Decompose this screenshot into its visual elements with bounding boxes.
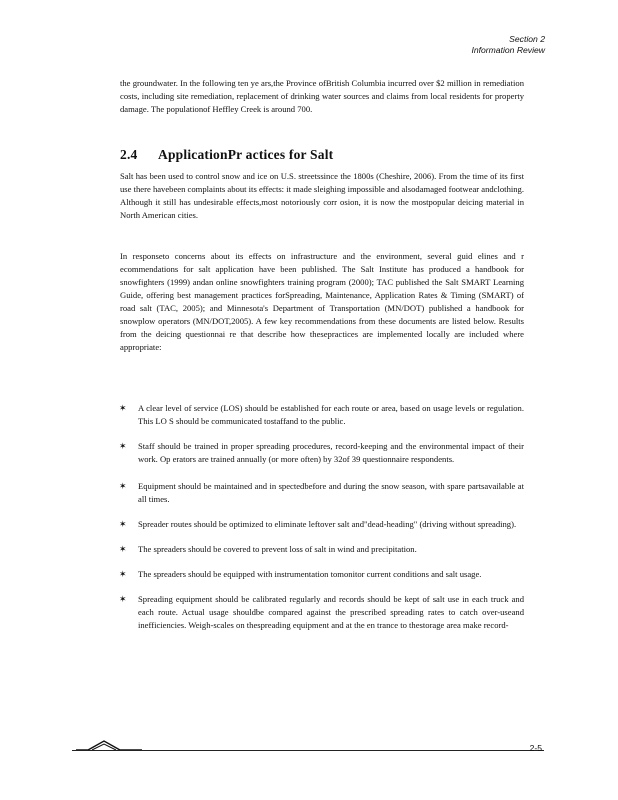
list-item-text: Equipment should be maintained and in spectedbefore and during the snow season, with spare partsavailable at all times.	[138, 481, 524, 504]
list-item	[119, 402, 524, 428]
bullet-icon: ✶	[119, 441, 127, 451]
list-item-text: Staff should be trained in proper spreading procedures, record-keeping and the environmental impact of their work. Op erators are trained annually (or more often) by 32of 39 questionnaire respondents.	[138, 441, 524, 464]
intro-paragraph: the groundwater. In the following ten ye ars,the Province ofBritish Columbia incurred over $2 million in remediation costs, including site remediation, replacement of drinking water sources and claims from local residents for property damage. The populationof Heffley Creek is around 700.	[120, 78, 524, 114]
section-heading	[120, 147, 333, 163]
list-item	[119, 568, 524, 581]
page-number: 2-5	[529, 743, 542, 753]
header-title: Information Review	[471, 45, 545, 55]
list-item	[119, 480, 524, 506]
footer-divider	[72, 750, 544, 751]
bullet-icon: ✶	[119, 519, 127, 529]
list-item-text: A clear level of service (LOS) should be established for each route or area, based on usage levels or regulation. This LO S should be communicated tostaffand to the public.	[138, 403, 524, 426]
list-item-text: The spreaders should be equipped with instrumentation tomonitor current conditions and salt usage.	[138, 569, 482, 579]
paragraph-guidelines: In responseto concerns about its effects on infrastructure and the environment, several guid elines and r ecommendations for salt application have been published. The Salt Institute has produced a handbook for snowfighters (1999) andan online snowfighters training program (2000); TAC published the Salt SMART Learning Guide, offering best management practices forSpreading, Maintenance, Application Rates & Timing (SMART) of road salt (TAC, 2005); and Minnesota's Department of Transportation (MN/DOT) published a handbook for snowplow operators (MN/DOT,2005). A few key recommendations from these documents are listed below. Results from the deicing questionnai re that describe how thesepractices are implemented locally are included where appropriate:	[120, 251, 524, 352]
list-item	[119, 440, 524, 466]
running-header	[471, 34, 545, 56]
publisher-logo-icon	[74, 738, 144, 754]
list-item	[119, 593, 524, 632]
list-item-text: The spreaders should be covered to prevent loss of salt in wind and precipitation.	[138, 544, 417, 554]
recommendations-list	[119, 402, 524, 644]
bullet-icon: ✶	[119, 481, 127, 491]
paragraph-salt-history: Salt has been used to control snow and ice on U.S. streetssince the 1800s (Cheshire, 2006). From the time of its first use there havebeen complaints about its effects: it made sleighing impossible and alsodamaged footwear andclothing. Although it still has undesirable effects,most notoriously corr osion, it is now the mostpopular deicing material in North American cities.	[120, 171, 524, 220]
heading-title: ApplicationPr actices for Salt	[158, 147, 334, 162]
list-item	[119, 543, 524, 556]
bullet-icon: ✶	[119, 403, 127, 413]
list-item	[119, 518, 524, 531]
list-item-text: Spreader routes should be optimized to eliminate leftover salt and"dead-heading" (driving without spreading).	[138, 519, 517, 529]
bullet-icon: ✶	[119, 544, 127, 554]
list-item-text: Spreading equipment should be calibrated regularly and records should be kept of salt use in each truck and each route. Actual usage shouldbe compared against the prescribed spreading rates to catch over-useand inefficiencies. Weigh-scales on thespreading equipment and at the en trance to thestorage area make record-	[138, 594, 524, 630]
heading-number: 2.4	[120, 147, 138, 162]
bullet-icon: ✶	[119, 594, 127, 604]
section-label: Section 2	[509, 34, 545, 44]
bullet-icon: ✶	[119, 569, 127, 579]
